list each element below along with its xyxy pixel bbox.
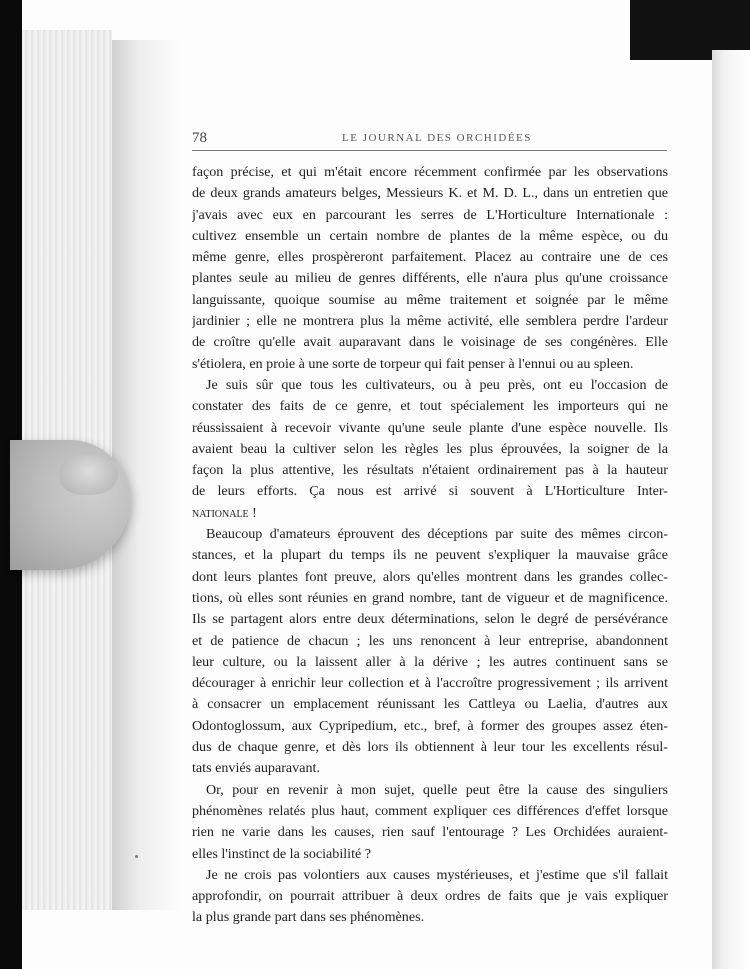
text-line: rien ne varie dans les causes, rien sauf l'entourage ? Les Orchidées auraient- — [192, 824, 668, 841]
text-line: Beaucoup d'amateurs éprouvent des déceptions par suite des mêmes circon- — [206, 526, 668, 543]
text-line: Je ne crois pas volontiers aux causes mystérieuses, et j'estime que s'il fallait — [206, 866, 668, 883]
text-line: nationale ! — [192, 504, 257, 521]
text-line: façon la plus attentive, les résultats n'étaient ordinairement pas à la hauteur — [192, 462, 668, 479]
text-line: la plus grande part dans ses phénomènes. — [192, 909, 425, 926]
text-line: jardinier ; elle ne montrera plus la même activité, elle semblera perdre l'ardeur — [192, 313, 668, 330]
running-title: LE JOURNAL DES ORCHIDÉES — [342, 132, 532, 144]
text-line: et de patience de chacun ; les uns renoncent à leur entreprise, abandonnent — [192, 632, 668, 649]
page-header — [192, 130, 670, 148]
text-line: approfondir, on pourrait attribuer à deux ordres de faits que je vais expliquer — [192, 888, 668, 905]
body-text — [192, 162, 668, 929]
text-line: tions, où elles sont réunies en grand nombre, tant de vigueur et de magnificence. — [192, 589, 668, 606]
text-line: cultivez ensemble un certain nombre de plantes de la même espèce, ou du — [192, 227, 668, 244]
text-line: Or, pour en revenir à mon sujet, quelle peut être la cause des singuliers — [206, 781, 668, 798]
text-line: stances, et la plupart du temps ils ne peuvent s'expliquer la mauvaise grâce — [192, 547, 668, 564]
text-line: j'avais avec eux en parcourant les serres de L'Horticulture Internationale : — [192, 206, 668, 223]
text-line: elles l'instinct de la sociabilité ? — [192, 845, 372, 862]
text-line: Ils se partagent alors entre deux déterminations, selon le degré de persévérance — [192, 611, 668, 628]
text-line: de croître qu'elle avait auparavant dans le voisinage de ses congénères. Elle — [192, 334, 668, 351]
text-line: plantes seule au milieu de genres différents, elle n'aura plus qu'une croissance — [192, 270, 668, 287]
text-line: s'étiolera, en proie à une sorte de torpeur qui fait penser à l'ennui ou au spleen. — [192, 355, 634, 372]
header-rule — [192, 150, 667, 151]
fingernail-image — [60, 455, 118, 495]
text-line: dus de chaque genre, et dès lors ils obtiennent à leur tour les excellents résul- — [192, 739, 668, 756]
text-line: façon précise, et qui m'était encore récemment confirmée par les observations — [192, 164, 668, 180]
text-line: Odontoglossum, aux Cypripedium, etc., bref, à former des groupes assez éten- — [192, 717, 668, 734]
text-line: languissante, quoique soumise au même traitement et soignée par le même — [192, 291, 668, 308]
page-number: 78 — [192, 130, 207, 146]
text-line: même genre, elles prospèreront parfaitement. Placez au contraire une de ces — [192, 249, 668, 266]
text-line: de leurs efforts. Ça nous est arrivé si souvent à L'Horticulture Inter- — [192, 483, 668, 500]
text-line: de deux grands amateurs belges, Messieurs K. et M. D. L., dans un entretien que — [192, 185, 668, 202]
page-right-edge — [712, 50, 750, 969]
text-line: dont leurs plantes font preuve, alors qu'elles montrent dans les grandes collec- — [192, 568, 668, 585]
text-line: phénomènes relatés plus haut, comment expliquer ces différences d'effet lorsque — [192, 802, 668, 819]
text-line: décourager à enrichir leur collection et à l'accroître progressivement ; ils arrivent — [192, 675, 668, 692]
text-line: constater des faits de ce genre, et tout spécialement les importeurs qui ne — [192, 398, 668, 415]
text-line: Je suis sûr que tous les cultivateurs, ou à peu près, ont eu l'occasion de — [206, 376, 668, 393]
text-line: avaient beau la cultiver selon les règles les plus éprouvées, la soigner de la — [192, 440, 668, 457]
text-line: tats enviés auparavant. — [192, 760, 320, 777]
text-line: leur culture, ou la laissent aller à la dérive ; les autres continuent sans se — [192, 653, 668, 670]
scan-speck — [135, 855, 138, 858]
text-line: réussissaient à recevoir vivante qu'une seule plante d'une espèce nouvelle. Ils — [192, 419, 668, 436]
text-line: à consacrer un emplacement réunissant les Cattleya ou Laelia, d'autres aux — [192, 696, 668, 713]
